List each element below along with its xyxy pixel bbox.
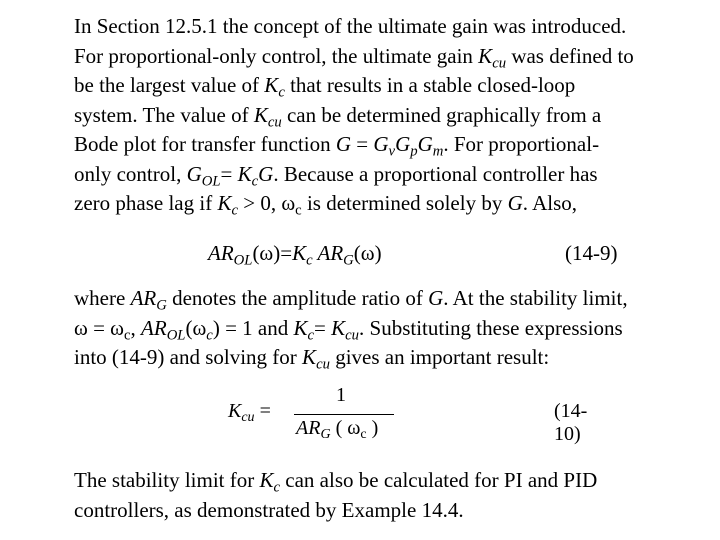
- text-line: The stability limit for $K_c$ can also be calculated for PI and PID: [74, 468, 598, 496]
- equation-lhs: $K_{cu}$ =: [228, 400, 271, 426]
- text-line: For proportional-only control, the ultimate gain $K_{cu}$ was defined to: [74, 43, 634, 71]
- paragraph-pi-pid-note: [74, 466, 597, 525]
- text-line: $\omega = \omega_c$, $AR_{OL}(\omega_c) = 1$ and $K_c= K_{cu}$. Substituting these expressions: [74, 315, 623, 343]
- text-line: where $AR_G$ denotes the amplitude ratio of G. At the stability limit,: [74, 286, 628, 314]
- fraction-bar: [294, 414, 394, 415]
- text-line: system. The value of $K_{cu}$ can be determined graphically from a: [74, 102, 602, 130]
- paragraph-stability-limit: [74, 284, 628, 373]
- fraction-numerator: 1: [336, 384, 346, 406]
- text-line: In Section 12.5.1 the concept of the ultimate gain was introduced.: [74, 14, 627, 38]
- equation-number-14-9: (14-9): [565, 241, 618, 265]
- equation-14-9: $AR_{OL}(\omega)=K_c$ $AR_G(\omega)$: [208, 241, 382, 269]
- equation-14-10: [228, 384, 588, 444]
- text-line: controllers, as demonstrated by Example 14.4.: [74, 497, 464, 522]
- equation-number-14-10: (14-10): [554, 400, 588, 445]
- text-line: only control, $G_{OL}= K_cG$. Because a proportional controller has: [74, 161, 598, 189]
- text-line: Bode plot for transfer function $G = G_vG_pG_m$. For proportional-: [74, 132, 600, 160]
- fraction-denominator: $AR_G$ ( $\omega_c$ ): [296, 417, 379, 443]
- text-line: into (14-9) and solving for $K_{cu}$ gives an important result:: [74, 345, 550, 373]
- text-line: zero phase lag if $K_c > 0$, $\omega_c$ is determined solely by G. Also,: [74, 191, 578, 219]
- text-line: be the largest value of $K_c$ that results in a stable closed-loop: [74, 73, 576, 101]
- paragraph-ultimate-gain-intro: [74, 12, 634, 219]
